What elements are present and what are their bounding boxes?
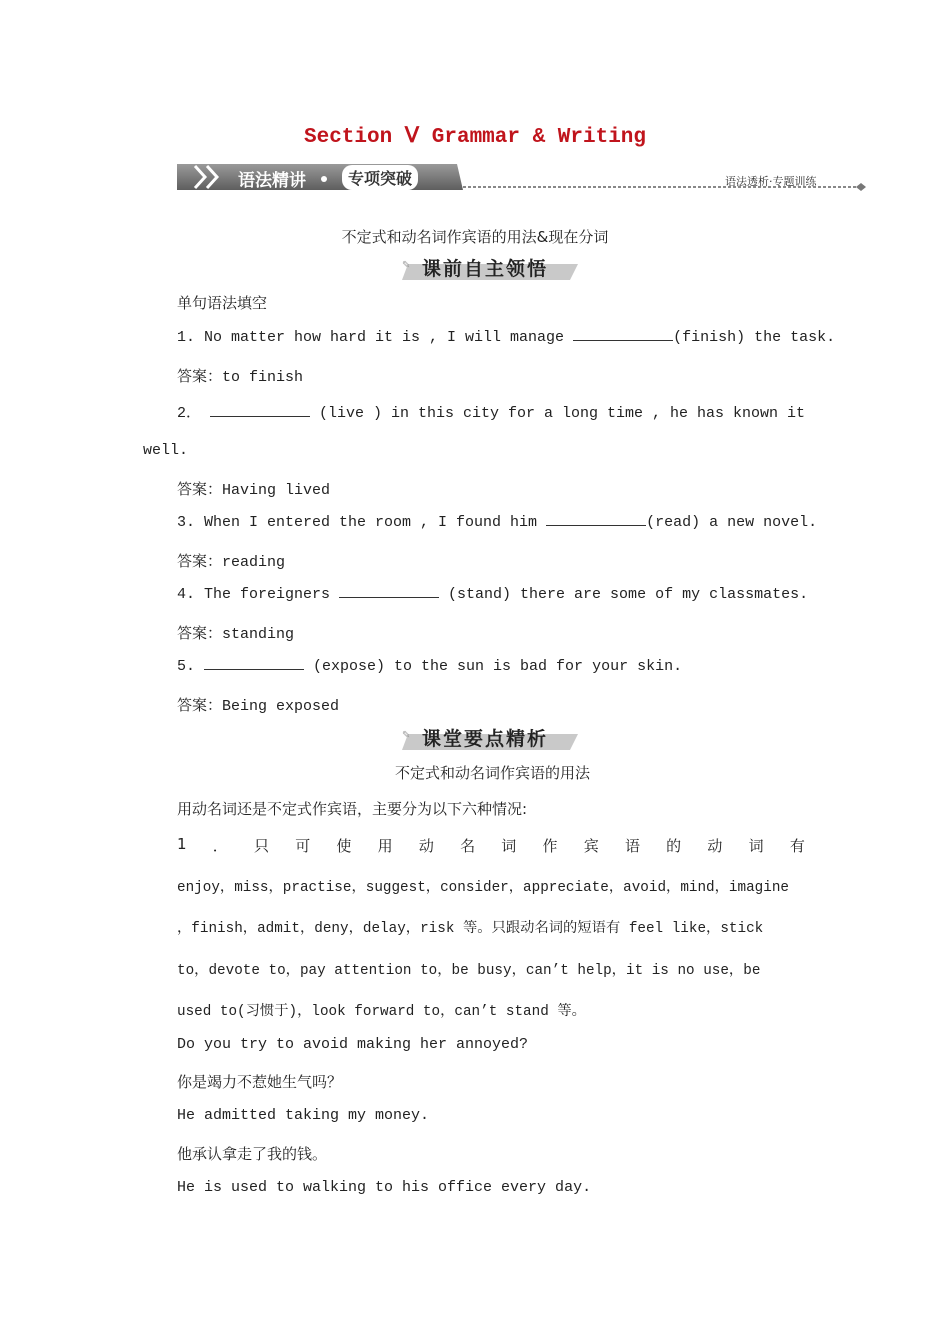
question-3-text: 3. When I entered the room , I found him — [177, 514, 547, 531]
q2-word: long — [561, 405, 598, 422]
answer-1: 答案：to finish — [177, 369, 304, 386]
banner-dot — [321, 176, 327, 182]
question-2-number: 2． — [177, 405, 202, 422]
answer-2: 答案：Having lived — [177, 482, 331, 499]
example-sentence: He is used to walking to his office every day. — [177, 1179, 592, 1196]
banner-left-label: 语法精讲 — [238, 171, 306, 191]
subheading: 不定式和动名词作宾语的用法 — [394, 764, 590, 782]
answer-blank — [210, 415, 310, 417]
q2-word: he — [669, 405, 688, 422]
q2-word: this — [417, 405, 454, 422]
question-4-text: 4. The foreigners — [177, 586, 340, 603]
point-1-line-5: used to(习惯于)，look forward to，can’t stand 等。 — [177, 1004, 586, 1020]
topic-heading: 不定式和动名词作宾语的用法&现在分词 — [341, 228, 609, 246]
banner-badge: 专项突破 — [342, 165, 418, 190]
point-char: 词 — [748, 837, 764, 855]
q2-word: , — [651, 405, 661, 422]
q2-word: has — [696, 405, 724, 422]
example-sentence: He admitted taking my money. — [177, 1107, 430, 1124]
point-char: 作 — [542, 837, 558, 855]
q2-word: for — [507, 405, 535, 422]
point-1-line-4: to，devote to，pay attention to，be busy，can’t help，it is no use，be — [177, 963, 761, 979]
example-sentence: Do you try to avoid making her annoyed? — [177, 1036, 529, 1053]
point-1-line-2: enjoy，miss，practise，suggest，consider，appreciate，avoid，mind，imagine — [177, 880, 789, 896]
answer-4: 答案：standing — [177, 626, 295, 643]
point-char: 动 — [707, 837, 723, 855]
example-translation: 你是竭力不惹她生气吗？ — [177, 1073, 343, 1091]
question-5-rest: (expose) to the sun is bad for your skin. — [304, 658, 683, 675]
exercise-instruction: 单句语法填空 — [177, 294, 268, 312]
q2-word: city — [462, 405, 499, 422]
q2-word: it — [786, 405, 805, 422]
question-4 — [177, 586, 808, 603]
question-2-wrap: well. — [143, 442, 189, 459]
q2-word: ) — [372, 405, 382, 422]
answer-blank — [546, 524, 646, 526]
point-1-line-1 — [177, 835, 805, 856]
question-2 — [177, 401, 805, 422]
answer-5: 答案：Being exposed — [177, 698, 340, 715]
question-5-text: 5. — [177, 658, 205, 675]
point-char: 语 — [624, 837, 640, 855]
point-char: 可 — [295, 837, 311, 855]
point-char: 只 — [253, 837, 269, 855]
answer-blank — [573, 339, 673, 341]
intro-text: 用动名词还是不定式作宾语，主要分为以下六种情况: — [177, 800, 528, 818]
page-title: Section Ⅴ Grammar & Writing — [303, 126, 647, 149]
section2-title: 课堂要点精析 — [422, 728, 549, 750]
question-3 — [177, 514, 817, 531]
point-char: 使 — [336, 837, 352, 855]
point-char: 的 — [666, 837, 682, 855]
point-char: 用 — [377, 837, 393, 855]
section1-title: 课前自主领悟 — [422, 258, 549, 280]
q2-word: time — [606, 405, 643, 422]
point-char: 1 — [177, 835, 187, 853]
question-5 — [177, 658, 682, 675]
point-char: 动 — [418, 837, 434, 855]
point-char: 宾 — [583, 837, 599, 855]
answer-blank — [204, 668, 304, 670]
q2-word: in — [390, 405, 409, 422]
question-1-text: 1. No matter how hard it is , I will manage — [177, 329, 574, 346]
point-char: ． — [212, 837, 228, 855]
svg-text:✎: ✎ — [402, 730, 411, 741]
answer-3: 答案：reading — [177, 554, 286, 571]
banner-right-label: 语法透析·专题训练 — [725, 175, 817, 188]
point-char: 有 — [789, 837, 805, 855]
question-4-rest: (stand) there are some of my classmates. — [439, 586, 809, 603]
q2-word: (live — [318, 405, 364, 422]
example-translation: 他承认拿走了我的钱。 — [177, 1145, 328, 1163]
point-1-line-3: ，finish，admit，deny，delay，risk 等。只跟动名词的短语有 feel like，stick — [177, 921, 764, 937]
point-char: 名 — [460, 837, 476, 855]
question-1 — [177, 329, 835, 346]
svg-text:✎: ✎ — [402, 260, 411, 271]
point-char: 词 — [501, 837, 517, 855]
question-1-rest: (finish) the task. — [673, 329, 836, 346]
answer-blank — [339, 596, 439, 598]
question-3-rest: (read) a new novel. — [646, 514, 818, 531]
q2-word: a — [543, 405, 553, 422]
q2-word: known — [732, 405, 778, 422]
